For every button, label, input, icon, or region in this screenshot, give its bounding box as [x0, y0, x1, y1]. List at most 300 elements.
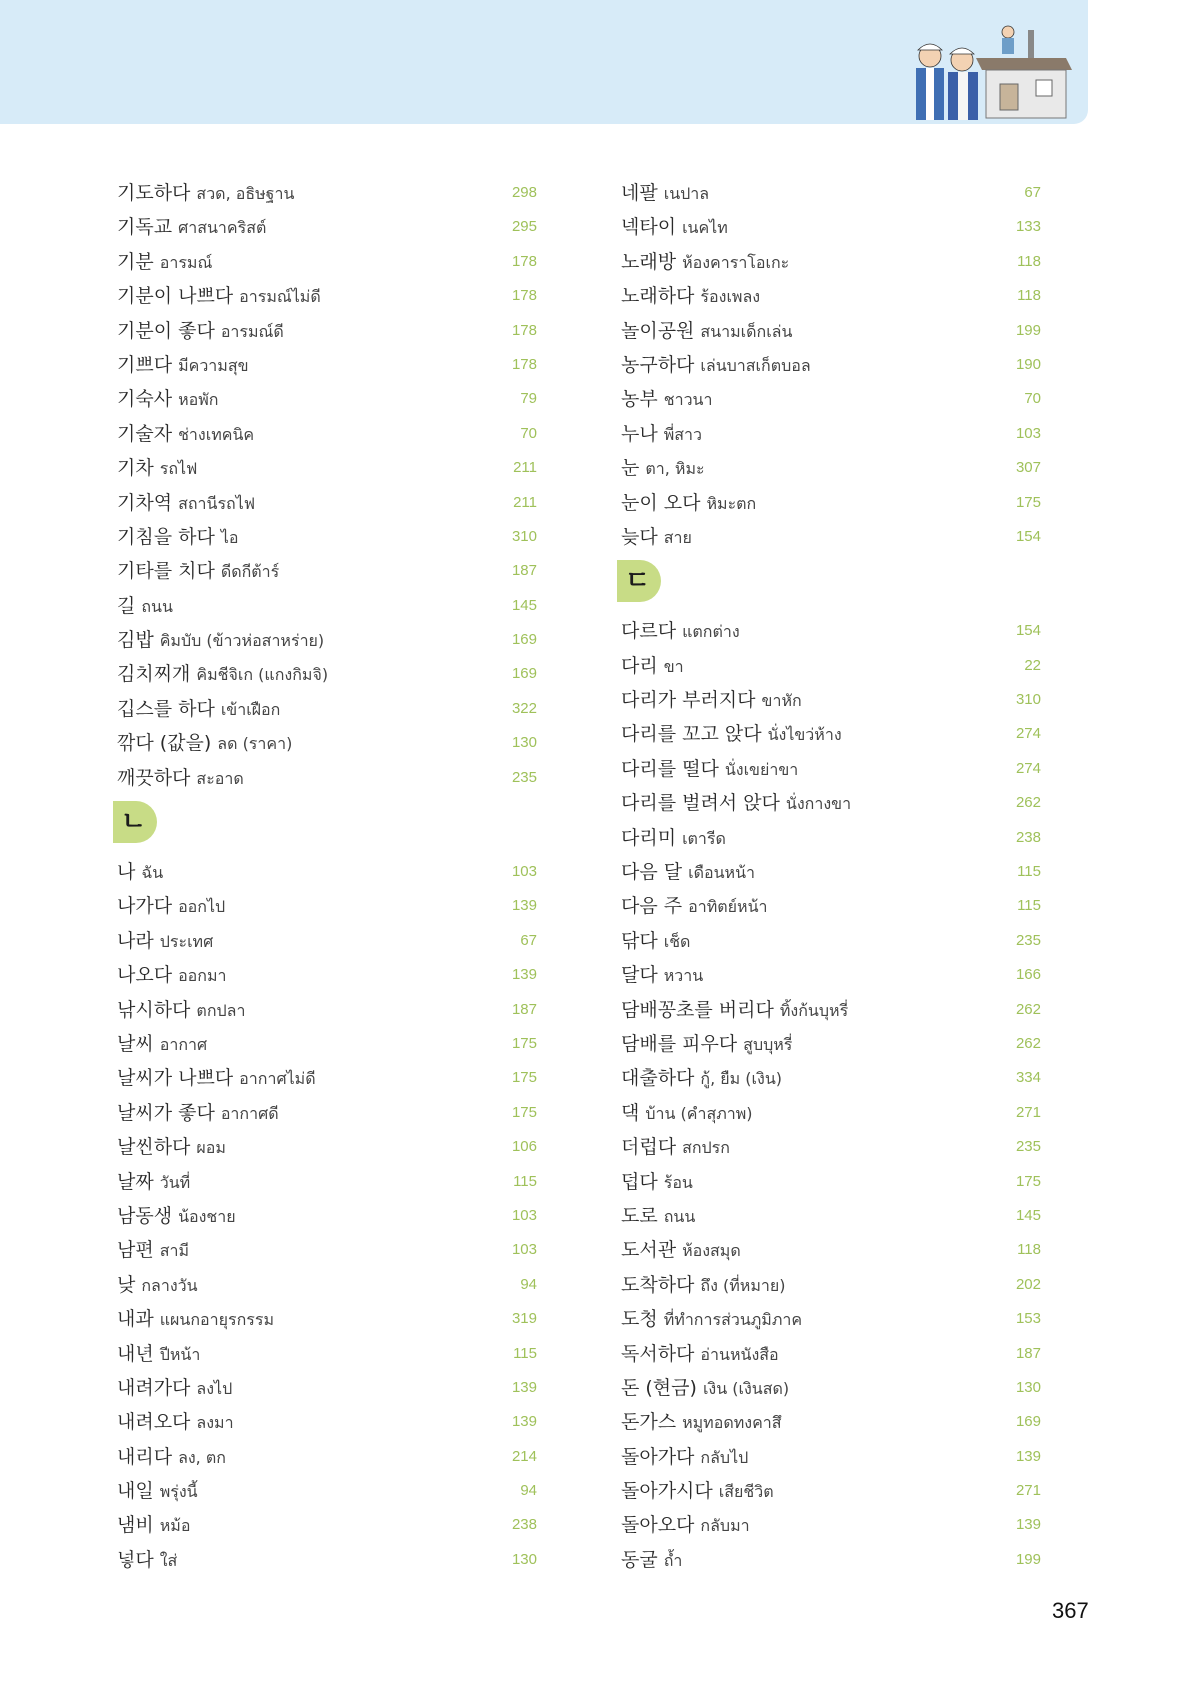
- korean-term: 달다: [621, 964, 658, 987]
- thai-translation: ห้องคาราโอเกะ: [682, 252, 790, 272]
- index-entry: [621, 717, 1041, 751]
- korean-term: 댁: [621, 1101, 640, 1124]
- thai-translation: ร้องเพลง: [700, 287, 761, 307]
- page-reference: 334: [1015, 1069, 1041, 1087]
- index-entry: [621, 958, 1041, 992]
- korean-term: 노래하다: [621, 285, 695, 308]
- page-reference: 178: [511, 252, 537, 270]
- index-entry: [117, 623, 537, 657]
- thai-translation: รถไฟ: [159, 459, 198, 479]
- korean-term: 내려가다: [117, 1376, 191, 1399]
- index-entry: [117, 417, 537, 451]
- korean-term: 네팔: [621, 182, 658, 204]
- page-reference: 307: [1015, 459, 1041, 477]
- section-badge: [113, 801, 157, 843]
- korean-term: 김치찌개: [117, 663, 191, 686]
- index-entry: [117, 1440, 537, 1474]
- index-entry: [621, 1440, 1041, 1474]
- korean-term: 내년: [117, 1342, 154, 1365]
- thai-translation: แตกต่าง: [682, 622, 740, 642]
- thai-translation: สวด, อธิษฐาน: [196, 184, 295, 203]
- index-entry: [621, 1061, 1041, 1095]
- page-reference: 145: [511, 596, 537, 614]
- korean-term: 나: [117, 861, 136, 884]
- index-entry: [621, 1130, 1041, 1164]
- korean-term: 눈이 오다: [621, 491, 701, 514]
- thai-translation: เช็ด: [663, 931, 691, 951]
- index-entry: [117, 451, 537, 485]
- korean-term: 농부: [621, 388, 658, 411]
- korean-term: 길: [117, 594, 136, 617]
- index-entry: [621, 1371, 1041, 1405]
- index-entry: [621, 993, 1041, 1027]
- page-reference: 103: [1015, 424, 1041, 442]
- index-entry: [117, 589, 537, 623]
- thai-translation: นั่งกางขา: [785, 794, 852, 814]
- korean-term: 눈: [621, 457, 640, 480]
- index-entry: [117, 279, 537, 313]
- korean-term: 기분이 좋다: [117, 319, 215, 342]
- index-entry: [621, 649, 1041, 683]
- page-reference: 79: [520, 390, 537, 408]
- korean-term: 다리: [621, 654, 658, 677]
- korean-term: 대출하다: [621, 1067, 695, 1090]
- korean-term: 돈 (현금): [621, 1376, 697, 1399]
- page-reference: 139: [511, 897, 537, 915]
- left-index-column: [117, 176, 537, 1577]
- index-entry: [621, 1233, 1041, 1267]
- korean-term: 기술자: [117, 422, 173, 445]
- thai-translation: หม้อ: [159, 1516, 191, 1536]
- index-entry: [117, 348, 537, 382]
- korean-term: 낮: [117, 1273, 136, 1296]
- index-entry: [621, 245, 1041, 279]
- page-reference: 67: [1024, 184, 1041, 201]
- korean-term: 내리다: [117, 1445, 173, 1468]
- index-entry: [621, 683, 1041, 717]
- page-reference: 22: [1024, 656, 1041, 674]
- thai-translation: กลับมา: [700, 1516, 750, 1536]
- workers-illustration: [896, 18, 1076, 126]
- thai-translation: ถนน: [663, 1206, 696, 1226]
- thai-translation: คิมชีจิเก (แกงกิมจิ): [196, 665, 329, 685]
- korean-term: 기분이 나쁘다: [117, 285, 234, 308]
- korean-term: 기차: [117, 457, 154, 480]
- thai-translation: เล่นบาสเก็ตบอล: [700, 355, 811, 375]
- korean-term: 다리를 벌려서 앉다: [621, 792, 780, 815]
- index-entry: [117, 1268, 537, 1302]
- index-entry: [621, 1165, 1041, 1199]
- thai-translation: มีความสุข: [178, 355, 249, 375]
- index-entry: [117, 855, 537, 889]
- page-reference: 187: [511, 562, 537, 580]
- thai-translation: ตา, หิมะ: [645, 459, 705, 479]
- index-entry: [117, 889, 537, 923]
- page-reference: 70: [1024, 390, 1041, 408]
- thai-translation: ถนน: [141, 596, 173, 616]
- page-reference: 211: [513, 459, 537, 477]
- korean-term: 나라: [117, 929, 154, 952]
- korean-term: 돌아가시다: [621, 1480, 713, 1503]
- index-entry: [621, 486, 1041, 520]
- page-reference: 94: [520, 1482, 537, 1500]
- index-entry: [117, 1027, 537, 1061]
- korean-term: 누나: [621, 422, 658, 445]
- korean-term: 돈가스: [621, 1411, 677, 1434]
- index-entry: [117, 245, 537, 279]
- thai-translation: ร้อน: [663, 1172, 693, 1192]
- thai-translation: ประเทศ: [159, 931, 214, 951]
- index-entry: [117, 692, 537, 726]
- thai-translation: บ้าน (คำสุภาพ): [645, 1103, 753, 1123]
- page-reference: 139: [1015, 1447, 1041, 1465]
- page-reference: 94: [520, 1275, 537, 1293]
- header-band: [0, 0, 1088, 124]
- korean-term: 다리미: [621, 826, 677, 849]
- section-badge: [617, 560, 661, 602]
- index-entry: [621, 210, 1041, 244]
- index-entry: [621, 176, 1041, 210]
- section-letter: ㄷ: [625, 566, 651, 597]
- index-entry: [621, 1337, 1041, 1371]
- page-reference: 115: [1017, 897, 1041, 915]
- korean-term: 깨끗하다: [117, 766, 191, 789]
- page-reference: 145: [1015, 1206, 1041, 1224]
- thai-translation: หิมะตก: [706, 493, 757, 513]
- thai-translation: หมูทอดทงคาสึ: [682, 1413, 782, 1433]
- thai-translation: อ่านหนังสือ: [700, 1344, 779, 1364]
- thai-translation: น้องชาย: [178, 1206, 236, 1226]
- korean-term: 넥타이: [621, 216, 677, 239]
- thai-translation: เนปาล: [663, 184, 710, 203]
- page-reference: 118: [1017, 287, 1041, 305]
- page-reference: 154: [1015, 622, 1041, 640]
- korean-term: 기쁘다: [117, 353, 173, 376]
- thai-translation: ช่างเทคนิค: [178, 424, 255, 444]
- page-reference: 70: [520, 424, 537, 442]
- korean-term: 기분: [117, 250, 154, 273]
- korean-term: 기타를 치다: [117, 560, 215, 583]
- page-reference: 235: [1015, 1138, 1041, 1156]
- thai-translation: กลางวัน: [141, 1275, 198, 1295]
- page-reference: 130: [511, 734, 537, 752]
- korean-term: 기숙사: [117, 388, 173, 411]
- thai-translation: สถานีรถไฟ: [178, 493, 256, 513]
- index-entry: [117, 1199, 537, 1233]
- korean-term: 다리를 꼬고 앉다: [621, 723, 762, 746]
- korean-term: 남동생: [117, 1204, 173, 1227]
- index-entry: [117, 210, 537, 244]
- page-reference: 199: [1015, 1550, 1041, 1568]
- korean-term: 날짜: [117, 1170, 154, 1193]
- thai-translation: ศาสนาคริสต์: [178, 218, 267, 238]
- korean-term: 기도하다: [117, 182, 191, 204]
- page-reference: 175: [1015, 493, 1041, 511]
- index-entry: [621, 1543, 1041, 1577]
- page-reference: 211: [513, 493, 537, 511]
- index-entry: [117, 657, 537, 691]
- page-reference: 274: [1015, 725, 1041, 743]
- korean-term: 동굴: [621, 1548, 658, 1571]
- thai-translation: ห้องสมุด: [682, 1241, 741, 1261]
- page-reference: 115: [513, 1344, 537, 1362]
- korean-term: 돌아오다: [621, 1514, 695, 1537]
- korean-term: 닦다: [621, 929, 658, 952]
- index-entry: [117, 1508, 537, 1542]
- thai-translation: อารมณ์: [159, 252, 213, 272]
- index-entry: [621, 417, 1041, 451]
- page-reference: 178: [511, 287, 537, 305]
- korean-term: 내일: [117, 1480, 154, 1503]
- thai-translation: สูบบุหรี่: [743, 1034, 793, 1054]
- korean-term: 남편: [117, 1239, 154, 1262]
- index-entry: [621, 314, 1041, 348]
- page-reference: 175: [511, 1034, 537, 1052]
- thai-translation: พรุ่งนี้: [159, 1482, 198, 1502]
- korean-term: 냄비: [117, 1514, 154, 1537]
- page-reference: 322: [511, 699, 537, 717]
- page-reference: 262: [1015, 794, 1041, 812]
- korean-term: 나가다: [117, 895, 173, 918]
- thai-translation: หวาน: [663, 966, 704, 986]
- korean-term: 깁스를 하다: [117, 697, 215, 720]
- korean-term: 기독교: [117, 216, 173, 239]
- thai-translation: ลงมา: [196, 1413, 234, 1433]
- korean-term: 담배를 피우다: [621, 1032, 738, 1055]
- page-reference: 271: [1015, 1482, 1041, 1500]
- page-reference: 133: [1015, 218, 1041, 236]
- thai-translation: อาทิตย์หน้า: [688, 897, 768, 917]
- page-reference: 139: [511, 1413, 537, 1431]
- page-reference: 115: [513, 1172, 537, 1190]
- thai-translation: เนคไท: [682, 218, 728, 238]
- page-reference: 271: [1015, 1103, 1041, 1121]
- page-reference: 154: [1015, 527, 1041, 545]
- korean-term: 담배꽁초를 버리다: [621, 998, 774, 1021]
- page-reference: 262: [1015, 1000, 1041, 1018]
- thai-translation: สาย: [663, 527, 692, 547]
- page-reference: 103: [511, 863, 537, 881]
- thai-translation: อากาศไม่ดี: [239, 1069, 316, 1089]
- index-entry: [117, 520, 537, 554]
- thai-translation: ทิ้งก้นบุหรี่: [779, 1000, 849, 1020]
- thai-translation: กลับไป: [700, 1447, 749, 1467]
- page-reference: 130: [511, 1550, 537, 1568]
- index-entry: [621, 786, 1041, 820]
- index-entry: [117, 554, 537, 588]
- index-entry: [117, 726, 537, 760]
- page-reference: 166: [1015, 966, 1041, 984]
- page-reference: 235: [511, 768, 537, 786]
- thai-translation: สนามเด็กเล่น: [700, 321, 793, 341]
- page-reference: 153: [1015, 1310, 1041, 1328]
- index-entry: [117, 1302, 537, 1336]
- page-reference: 118: [1017, 252, 1041, 270]
- korean-term: 노래방: [621, 250, 677, 273]
- page-reference: 262: [1015, 1034, 1041, 1052]
- thai-translation: สะอาด: [196, 768, 244, 788]
- page-reference: 139: [511, 966, 537, 984]
- index-entry: [621, 614, 1041, 648]
- index-entry: [621, 1302, 1041, 1336]
- index-entry: [117, 1096, 537, 1130]
- index-entry: [621, 382, 1041, 416]
- korean-term: 날씨: [117, 1032, 154, 1055]
- korean-term: 낚시하다: [117, 998, 191, 1021]
- thai-translation: ฉัน: [141, 863, 164, 883]
- page-reference: 274: [1015, 759, 1041, 777]
- page-reference: 139: [511, 1378, 537, 1396]
- korean-term: 놀이공원: [621, 319, 695, 342]
- index-entry: [621, 279, 1041, 313]
- index-entry: [117, 1371, 537, 1405]
- thai-translation: พี่สาว: [663, 424, 702, 444]
- section-header-digeut: [617, 556, 1041, 608]
- page-reference: 235: [1015, 931, 1041, 949]
- korean-term: 더럽다: [621, 1136, 677, 1159]
- page-reference: 169: [511, 631, 537, 649]
- thai-translation: ที่ทำการส่วนภูมิภาค: [663, 1310, 803, 1330]
- index-entry: [117, 1165, 537, 1199]
- index-entry: [621, 1199, 1041, 1233]
- page-reference: 67: [520, 931, 537, 949]
- thai-translation: นั่งไขว่ห้าง: [767, 725, 842, 745]
- index-entry: [621, 752, 1041, 786]
- korean-term: 농구하다: [621, 353, 695, 376]
- thai-translation: ลงไป: [196, 1378, 233, 1398]
- page-reference: 139: [1015, 1516, 1041, 1534]
- thai-translation: ขา: [663, 656, 684, 676]
- korean-term: 내려오다: [117, 1411, 191, 1434]
- page-reference: 310: [511, 527, 537, 545]
- index-entry: [621, 1268, 1041, 1302]
- korean-term: 돌아가다: [621, 1445, 695, 1468]
- thai-translation: ชาวนา: [663, 390, 713, 410]
- index-entry: [621, 1027, 1041, 1061]
- korean-term: 김밥: [117, 629, 154, 652]
- thai-translation: วันที่: [159, 1172, 191, 1192]
- index-entry: [621, 1405, 1041, 1439]
- thai-translation: เข้าเฝือก: [220, 699, 281, 719]
- index-entry: [117, 958, 537, 992]
- index-entry: [117, 761, 537, 795]
- page-reference: 238: [1015, 828, 1041, 846]
- index-entry: [621, 889, 1041, 923]
- index-entry: [117, 382, 537, 416]
- page-number: 367: [1052, 1598, 1089, 1623]
- korean-term: 나오다: [117, 964, 173, 987]
- thai-translation: ผอม: [196, 1138, 226, 1158]
- page-reference: 103: [511, 1241, 537, 1259]
- thai-translation: เตารีด: [682, 828, 726, 848]
- korean-term: 깎다 (값을): [117, 732, 212, 755]
- thai-translation: สกปรก: [682, 1138, 730, 1158]
- page-reference: 214: [511, 1447, 537, 1465]
- page-reference: 175: [1015, 1172, 1041, 1190]
- korean-term: 날씨가 좋다: [117, 1101, 215, 1124]
- page-reference: 130: [1015, 1378, 1041, 1396]
- page-reference: 319: [511, 1310, 537, 1328]
- thai-translation: กู้, ยืม (เงิน): [700, 1069, 782, 1089]
- thai-translation: สามี: [159, 1241, 190, 1261]
- thai-translation: อารมณ์ไม่ดี: [239, 287, 321, 307]
- thai-translation: เดือนหน้า: [688, 863, 755, 883]
- korean-term: 독서하다: [621, 1342, 695, 1365]
- index-entry: [117, 1543, 537, 1577]
- thai-translation: คิมบับ (ข้าวห่อสาหร่าย): [159, 631, 325, 651]
- korean-term: 다음 주: [621, 895, 683, 918]
- index-entry: [621, 924, 1041, 958]
- index-entry: [621, 1508, 1041, 1542]
- korean-term: 기차역: [117, 491, 173, 514]
- index-entry: [117, 993, 537, 1027]
- thai-translation: อารมณ์ดี: [220, 321, 284, 341]
- korean-term: 넣다: [117, 1548, 154, 1571]
- thai-translation: ตกปลา: [196, 1000, 246, 1020]
- index-entry: [117, 1405, 537, 1439]
- korean-term: 도청: [621, 1308, 658, 1331]
- index-entry: [621, 348, 1041, 382]
- thai-translation: ลด (ราคา): [217, 734, 293, 754]
- thai-translation: ออกมา: [178, 966, 227, 986]
- page-reference: 175: [511, 1103, 537, 1121]
- page-reference: 169: [511, 665, 537, 683]
- korean-term: 날씬하다: [117, 1136, 191, 1159]
- section-letter: ㄴ: [121, 807, 147, 838]
- thai-translation: อากาศดี: [220, 1103, 279, 1123]
- page-reference: 178: [511, 321, 537, 339]
- page-reference: 175: [511, 1069, 537, 1087]
- page-reference: 118: [1017, 1241, 1041, 1259]
- page-reference: 169: [1015, 1413, 1041, 1431]
- index-entry: [621, 855, 1041, 889]
- index-entry: [621, 1474, 1041, 1508]
- thai-translation: เสียชีวิต: [718, 1482, 774, 1502]
- right-index-column: [621, 176, 1041, 1577]
- index-entry: [117, 1130, 537, 1164]
- thai-translation: นั่งเขย่าขา: [724, 759, 799, 779]
- index-entry: [117, 486, 537, 520]
- index-entry: [621, 520, 1041, 554]
- thai-translation: ออกไป: [178, 897, 226, 917]
- index-entry: [117, 176, 537, 210]
- page-reference: 106: [511, 1138, 537, 1156]
- thai-translation: ไอ: [220, 527, 239, 547]
- index-entry: [117, 1337, 537, 1371]
- korean-term: 도로: [621, 1204, 658, 1227]
- page-reference: 115: [1017, 863, 1041, 881]
- thai-translation: ลง, ตก: [178, 1447, 226, 1467]
- index-entry: [117, 924, 537, 958]
- thai-translation: แผนกอายุรกรรม: [159, 1310, 275, 1330]
- index-entry: [117, 1061, 537, 1095]
- korean-term: 덥다: [621, 1170, 658, 1193]
- page-reference: 190: [1015, 355, 1041, 373]
- korean-term: 내과: [117, 1308, 154, 1331]
- korean-term: 다리를 떨다: [621, 757, 719, 780]
- index-entry: [117, 1233, 537, 1267]
- page-reference: 199: [1015, 321, 1041, 339]
- korean-term: 다리가 부러지다: [621, 689, 756, 712]
- thai-translation: ถึง (ที่หมาย): [700, 1275, 786, 1295]
- thai-translation: อากาศ: [159, 1034, 208, 1054]
- korean-term: 도착하다: [621, 1273, 695, 1296]
- index-entry: [117, 314, 537, 348]
- page-reference: 238: [511, 1516, 537, 1534]
- index-entry: [117, 1474, 537, 1508]
- korean-term: 늦다: [621, 525, 658, 548]
- thai-translation: ดีดกีต้าร์: [220, 562, 280, 582]
